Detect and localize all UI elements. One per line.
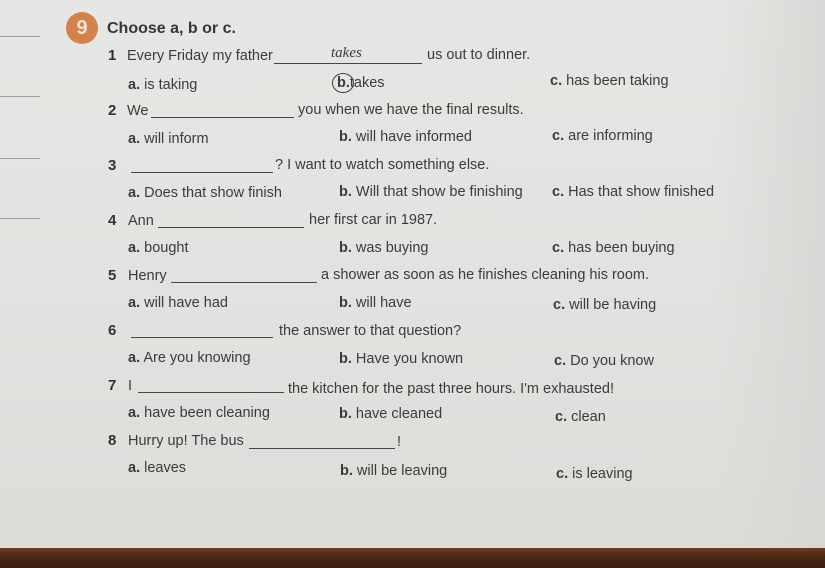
question-text-after: ! — [397, 434, 402, 450]
question-text-after: her first car in 1987. — [309, 212, 438, 228]
question-text-after: you when we have the final results. — [298, 102, 524, 118]
wooden-table-edge — [0, 548, 825, 568]
question-text-after: ? I want to watch something else. — [275, 157, 490, 173]
option-c[interactable]: c. are informing — [552, 128, 653, 144]
handwritten-answer: takes — [331, 45, 362, 61]
page-bleed-through — [715, 0, 825, 548]
question-number: 7 — [108, 377, 117, 394]
option-c[interactable]: c. has been taking — [550, 73, 669, 89]
option-a[interactable]: a. have been cleaning — [128, 405, 270, 421]
answer-blank[interactable] — [138, 392, 284, 393]
option-a[interactable]: a. leaves — [128, 460, 187, 476]
option-c[interactable]: c. will be having — [553, 297, 657, 313]
option-a[interactable]: a. will inform — [128, 131, 209, 147]
option-b[interactable]: b. Will that show be finishing — [339, 184, 523, 200]
option-b[interactable]: b. Have you known — [339, 351, 464, 367]
option-c[interactable]: c. Do you know — [554, 353, 654, 369]
question-text-after: us out to dinner. — [427, 47, 531, 63]
margin-rule — [0, 158, 40, 159]
option-a[interactable]: a. will have had — [128, 295, 228, 311]
question-text-before: Every Friday my father — [127, 48, 273, 64]
margin-rule — [0, 218, 40, 219]
question-text-after: the answer to that question? — [279, 323, 462, 339]
option-b[interactable]: b. will be leaving — [340, 463, 448, 479]
option-c[interactable]: c. is leaving — [556, 466, 633, 482]
question-number: 4 — [108, 212, 117, 229]
option-b[interactable]: b. will have informed — [339, 129, 472, 145]
answer-blank[interactable] — [171, 282, 317, 283]
answer-blank[interactable] — [131, 337, 273, 338]
question-text-after: a shower as soon as he finishes cleaning his room. — [321, 267, 650, 283]
question-number: 1 — [108, 47, 117, 64]
option-a[interactable]: a. bought — [128, 240, 189, 256]
answer-blank[interactable] — [158, 227, 304, 228]
exercise-number-badge: 9 — [66, 12, 98, 44]
question-text-before: I — [128, 378, 133, 394]
option-c[interactable]: c. Has that show finished — [552, 184, 715, 200]
question-text-after: the kitchen for the past three hours. I'm exhausted! — [288, 381, 614, 397]
option-c[interactable]: c. clean — [555, 409, 606, 425]
margin-rule — [0, 36, 40, 37]
answer-blank[interactable] — [274, 63, 422, 64]
question-text-before: We — [127, 103, 149, 119]
option-b[interactable]: b. have cleaned — [339, 406, 443, 422]
answer-blank[interactable] — [131, 172, 273, 173]
question-number: 5 — [108, 267, 117, 284]
option-c[interactable]: c. has been buying — [552, 240, 675, 256]
exercise-title: Choose a, b or c. — [107, 20, 236, 37]
question-text-before: Henry — [128, 268, 167, 284]
question-number: 2 — [108, 102, 117, 119]
question-text-before: Ann — [128, 213, 154, 229]
margin-rule — [0, 96, 40, 97]
option-a[interactable]: a. Are you knowing — [128, 350, 251, 366]
question-number: 6 — [108, 322, 117, 339]
option-b[interactable]: b. was buying — [339, 240, 429, 256]
option-b[interactable]: b.takes — [337, 75, 385, 91]
question-number: 8 — [108, 432, 117, 449]
option-b[interactable]: b. will have — [339, 295, 412, 311]
option-a[interactable]: a. Does that show finish — [128, 185, 282, 201]
question-number: 3 — [108, 157, 117, 174]
answer-blank[interactable] — [249, 448, 395, 449]
option-a[interactable]: a. is taking — [128, 77, 198, 93]
answer-blank[interactable] — [151, 117, 294, 118]
question-text-before: Hurry up! The bus — [128, 433, 244, 449]
